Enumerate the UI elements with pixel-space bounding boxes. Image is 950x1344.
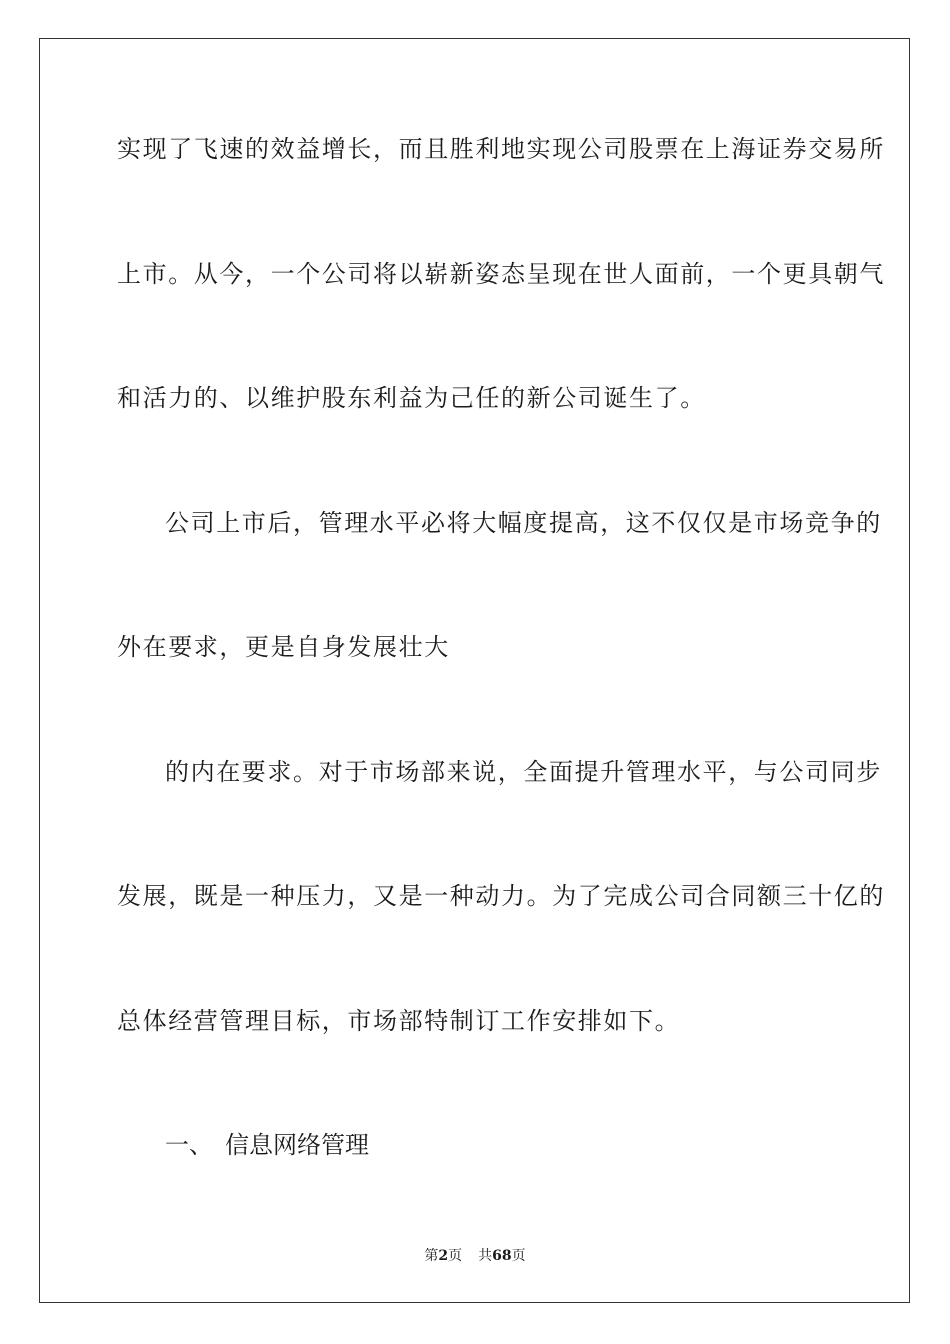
- section-number: 一、: [165, 1131, 213, 1159]
- total-prefix: 共: [478, 1248, 493, 1264]
- page-number: 2: [438, 1248, 449, 1264]
- paragraph-line-4: 公司上市后，管理水平必将大幅度提高，这不仅仅是市场竞争的: [165, 509, 882, 537]
- paragraph-line-6: 的内在要求。对于市场部来说，全面提升管理水平，与公司同步: [165, 758, 882, 786]
- page-suffix: 页: [448, 1248, 463, 1264]
- paragraph-line-3: 和活力的、以维护股东利益为己任的新公司诞生了。: [117, 384, 706, 412]
- paragraph-line-2: 上市。从今，一个公司将以崭新姿态呈现在世人面前，一个更具朝气: [117, 260, 885, 288]
- paragraph-line-7: 发展，既是一种压力，又是一种动力。为了完成公司合同额三十亿的: [117, 882, 885, 910]
- paragraph-line-5: 外在要求，更是自身发展壮大: [117, 633, 450, 661]
- total-suffix: 页: [511, 1248, 526, 1264]
- page-footer: [0, 1247, 950, 1265]
- paragraph-line-1: 实现了飞速的效益增长，而且胜利地实现公司股票在上海证券交易所: [117, 135, 885, 163]
- paragraph-line-8: 总体经营管理目标，市场部特制订工作安排如下。: [117, 1007, 681, 1035]
- total-pages: 68: [492, 1248, 512, 1264]
- section-title: 信息网络管理: [225, 1131, 369, 1159]
- page-border: [39, 38, 910, 1303]
- page-prefix: 第: [424, 1248, 439, 1264]
- section-heading: [165, 1130, 369, 1160]
